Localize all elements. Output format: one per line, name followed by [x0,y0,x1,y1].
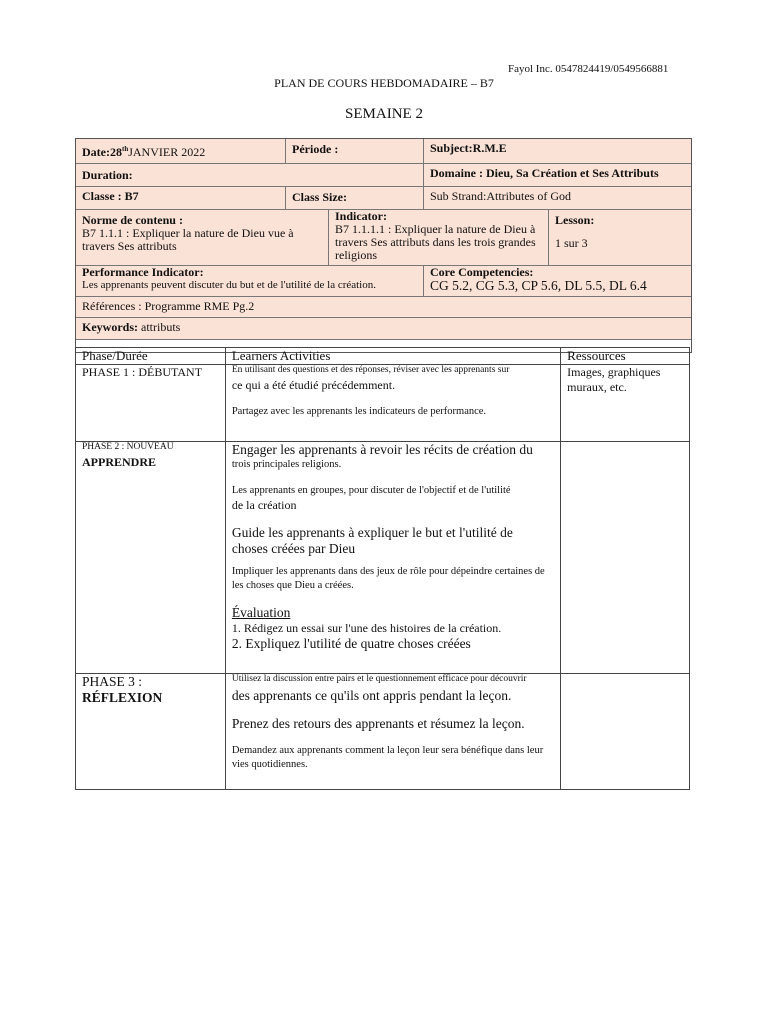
indicator-text: B7 1.1.1.1 : Expliquer la nature de Dieu à travers Ses attributs dans les trois grandes religions [335,222,536,262]
phase-2-act-2: trois principales religions. [231,459,342,470]
class-size-cell: Class Size: [286,187,424,209]
phase-3-act-5: vies quotidiennes. [231,759,308,770]
phase-3-resources [561,674,690,790]
phase-2-row [76,442,690,674]
phase-2-act-7: Impliquer les apprenants dans des jeux de rôle pour dépeindre certaines de [231,566,545,577]
header-resources: Ressources [561,348,690,365]
phase-1-resources: Images, graphiques muraux, etc. [561,365,690,442]
contact-line: Fayol Inc. 0547824419/0549566881 [508,63,669,75]
phase-3-act-4: Demandez aux apprenants comment la leçon leur sera bénéfique dans leur [231,745,544,756]
info-row-duration [76,164,691,187]
phase-2-act-1: Engager les apprenants à revoir les récits de création du [231,442,533,457]
lesson-value: 1 sur 3 [555,236,588,250]
core-label: Core Competencies: [430,266,534,279]
periode-cell: Période : [286,139,424,163]
phase-2-act-8: les choses que Dieu a créées. [231,580,354,591]
activities-table [75,347,690,790]
phase-2-label-1: PHASE 2 : NOUVEAU [82,442,174,452]
evaluation-title: Évaluation [231,605,291,620]
phase-2-act-5: Guide les apprenants à expliquer le but et l'utilité de [231,525,513,540]
info-row-keywords [76,318,691,340]
info-row-performance [76,266,691,297]
domaine-cell: Domaine : Dieu, Sa Création et Ses Attributs [430,166,659,180]
performance-label: Performance Indicator: [82,266,204,279]
phase-3-label-1: PHASE 3 : [82,674,143,689]
sub-strand-cell: Sub Strand:Attributes of God [430,189,571,203]
date-rest: JANVIER 2022 [128,145,206,159]
keywords-value: attributs [141,320,181,334]
info-row-norme [76,210,691,266]
norme-label: Norme de contenu : [82,213,183,227]
phase-1-act-3: Partagez avec les apprenants les indicateurs de performance. [231,406,487,417]
keywords-cell [76,318,689,339]
phase-1-act-2: ce qui a été étudié précédemment. [231,378,396,392]
evaluation-item-2: 2. Expliquez l'utilité de quatre choses créées [231,636,471,651]
phase-2-label-2: APPRENDRE [82,455,156,469]
date-cell [76,139,286,163]
indicator-label: Indicator: [335,210,387,223]
phase-2-act-4: de la création [231,498,297,512]
date-day: 28 [109,145,122,159]
references-cell: Références : Programme RME Pg.2 [82,299,255,313]
header-activities: Learners Activities [225,348,560,365]
core-text: CG 5.2, CG 5.3, CP 5.6, DL 5.5, DL 6.4 [430,278,647,293]
lesson-label: Lesson: [555,213,595,227]
phase-2-activities [225,442,560,674]
lesson-cell [549,210,689,265]
phase-2-label [76,442,226,674]
keywords-label: Keywords: [82,320,138,334]
core-cell [424,266,689,296]
indicator-cell [329,210,549,265]
norme-text: B7 1.1.1 : Expliquer la nature de Dieu vue à travers Ses attributs [82,226,294,253]
norme-cell [76,210,329,265]
phase-2-act-3: Les apprenants en groupes, pour discuter de l'objectif et de l'utilité [231,485,511,496]
phase-3-act-1: Utilisez la discussion entre pairs et le questionnement efficace pour découvrir [231,674,527,684]
lesson-info-table [75,138,692,353]
info-row-date [76,139,691,164]
subject-cell: Subject:R.M.E [430,141,507,155]
classe-cell: Classe : B7 [76,187,286,209]
evaluation-item-1: 1. Rédigez un essai sur l'une des histoires de la création. [231,621,502,635]
document-title: PLAN DE COURS HEBDOMADAIRE – B7 [274,76,494,90]
phase-2-act-6: choses créées par Dieu [231,541,356,556]
phase-1-act-1: En utilisant des questions et des réponses, réviser avec les apprenants sur [231,365,510,375]
info-row-references [76,297,691,318]
activities-header-row [76,348,690,365]
header-phase: Phase/Durée [76,348,226,365]
week-heading: SEMAINE 2 [345,106,423,122]
phase-1-activities [225,365,560,442]
phase-3-label [76,674,226,790]
phase-3-row [76,674,690,790]
performance-text: Les apprenants peuvent discuter du but et de l'utilité de la création. [82,279,376,291]
phase-1-row [76,365,690,442]
phase-1-label: PHASE 1 : DÉBUTANT [76,365,226,442]
date-label: Date: [82,145,110,159]
date-suffix: th [121,145,129,153]
phase-3-act-3: Prenez des retours des apprenants et résumez la leçon. [231,716,525,731]
phase-2-resources [561,442,690,674]
phase-3-activities [225,674,560,790]
performance-cell [76,266,424,296]
duration-cell: Duration: [76,164,424,186]
info-row-classe [76,187,691,210]
phase-3-label-2: RÉFLEXION [82,690,163,705]
phase-3-act-2: des apprenants ce qu'ils ont appris pendant la leçon. [231,688,512,703]
